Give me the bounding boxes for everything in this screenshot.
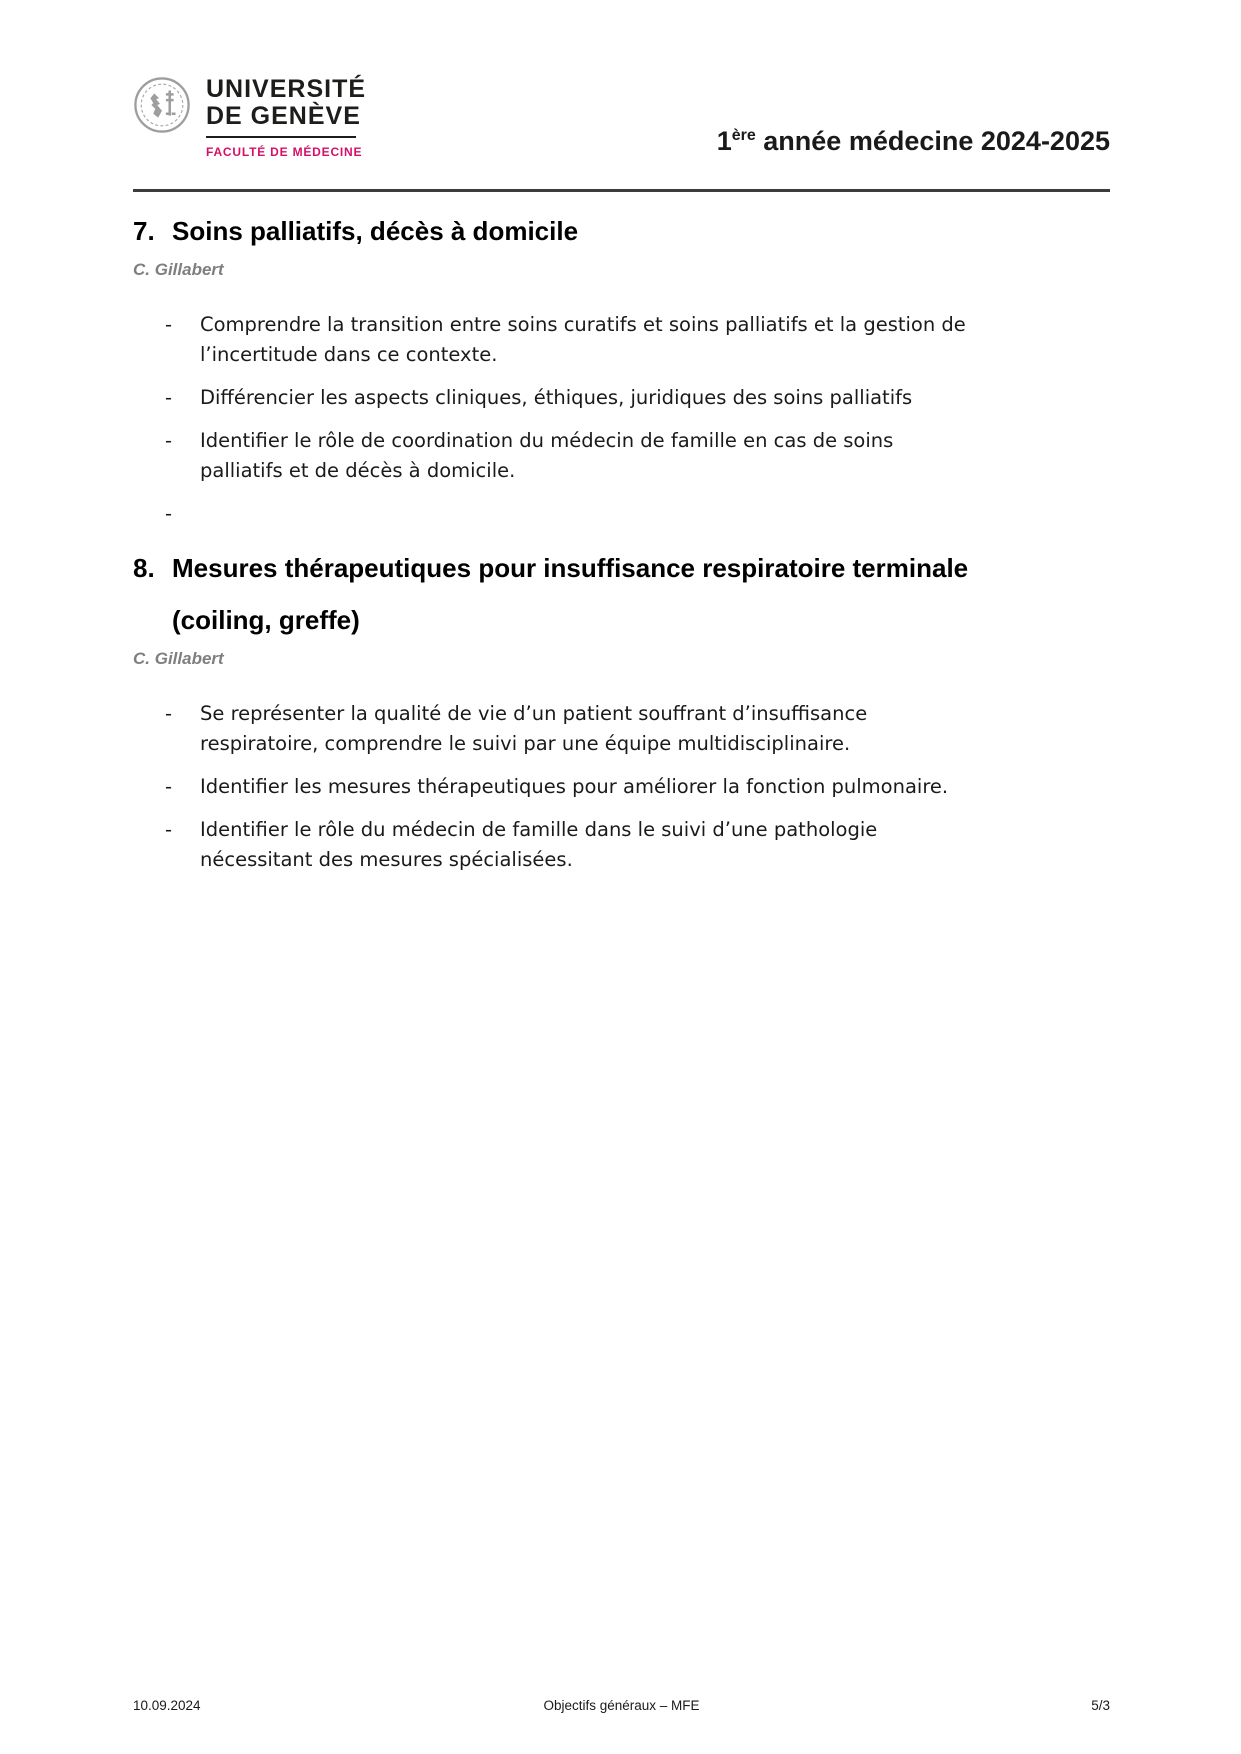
- objective-text: Identifier le rôle de coordination du médecin de famille en cas de soins palliatifs et de décès à domicile.: [200, 429, 894, 482]
- section-soins-palliatifs: [133, 216, 1110, 529]
- faculty-name: FACULTÉ DE MÉDECINE: [206, 145, 363, 159]
- objective-text: Différencier les aspects cliniques, éthiques, juridiques des soins palliatifs: [200, 386, 913, 409]
- logo-underline: [206, 136, 356, 138]
- list-item: [133, 383, 1110, 413]
- bullet-dash: -: [165, 502, 173, 525]
- section-number: 8.: [133, 553, 155, 583]
- objectives-list: [133, 310, 1110, 529]
- section-author: C. Gillabert: [133, 649, 224, 668]
- page-header: [133, 0, 1110, 159]
- section-author: C. Gillabert: [133, 260, 224, 279]
- list-item-empty: [133, 499, 1110, 529]
- objective-text: Identifier les mesures thérapeutiques pour améliorer la fonction pulmonaire.: [200, 775, 949, 798]
- section-title-line2: (coiling, greffe): [172, 605, 360, 635]
- list-item: [133, 699, 1110, 759]
- bullet-dash: -: [165, 313, 173, 336]
- section-number: 7.: [133, 216, 155, 246]
- bullet-dash: -: [165, 386, 173, 409]
- footer-page-number: 5/3: [1091, 1698, 1111, 1713]
- bullet-dash: -: [165, 775, 173, 798]
- unige-logo: [133, 76, 366, 159]
- objective-text: Comprendre la transition entre soins curatifs et soins palliatifs et la gestion de l’incertitude dans ce contexte.: [200, 313, 966, 366]
- bullet-dash: -: [165, 429, 173, 452]
- list-item: [133, 772, 1110, 802]
- page-footer: [133, 1698, 1110, 1713]
- unige-wordmark: [206, 76, 366, 159]
- section-title: [172, 553, 1110, 635]
- section-title-line1: Soins palliatifs, décès à domicile: [172, 216, 579, 246]
- bullet-dash: -: [165, 818, 173, 841]
- footer-date: 10.09.2024: [133, 1698, 201, 1713]
- list-item: [133, 426, 1110, 486]
- course-year-text: année médecine 2024-2025: [755, 126, 1110, 156]
- course-year-title: [717, 126, 1110, 159]
- list-item: [133, 815, 1110, 875]
- section-mesures-therapeutiques: [133, 553, 1110, 875]
- section-heading: [133, 216, 1110, 246]
- footer-doc-title: Objectifs généraux – MFE: [543, 1698, 700, 1713]
- objectives-list: [133, 699, 1110, 875]
- section-heading: [133, 553, 1110, 635]
- page-content: [133, 0, 1110, 888]
- list-item: [133, 310, 1110, 370]
- section-title-line1: Mesures thérapeutiques pour insuffisance respiratoire terminale: [172, 553, 969, 583]
- course-year-number: 1: [716, 126, 732, 156]
- section-title: [172, 216, 1110, 246]
- header-divider: [133, 189, 1110, 192]
- objective-text: Identifier le rôle du médecin de famille dans le suivi d’une pathologie nécessitant des mesures spécialisées.: [200, 818, 878, 871]
- course-year-ordinal: ère: [731, 127, 756, 144]
- unige-seal-icon: [133, 76, 191, 138]
- objective-text: Se représenter la qualité de vie d’un patient souffrant d’insuffisance respiratoire, comprendre le suivi par une équipe multidisciplinaire.: [200, 702, 868, 755]
- university-name-line1: UNIVERSITÉ: [206, 75, 367, 103]
- university-name-line2: DE GENÈVE: [206, 102, 361, 130]
- bullet-dash: -: [165, 702, 173, 725]
